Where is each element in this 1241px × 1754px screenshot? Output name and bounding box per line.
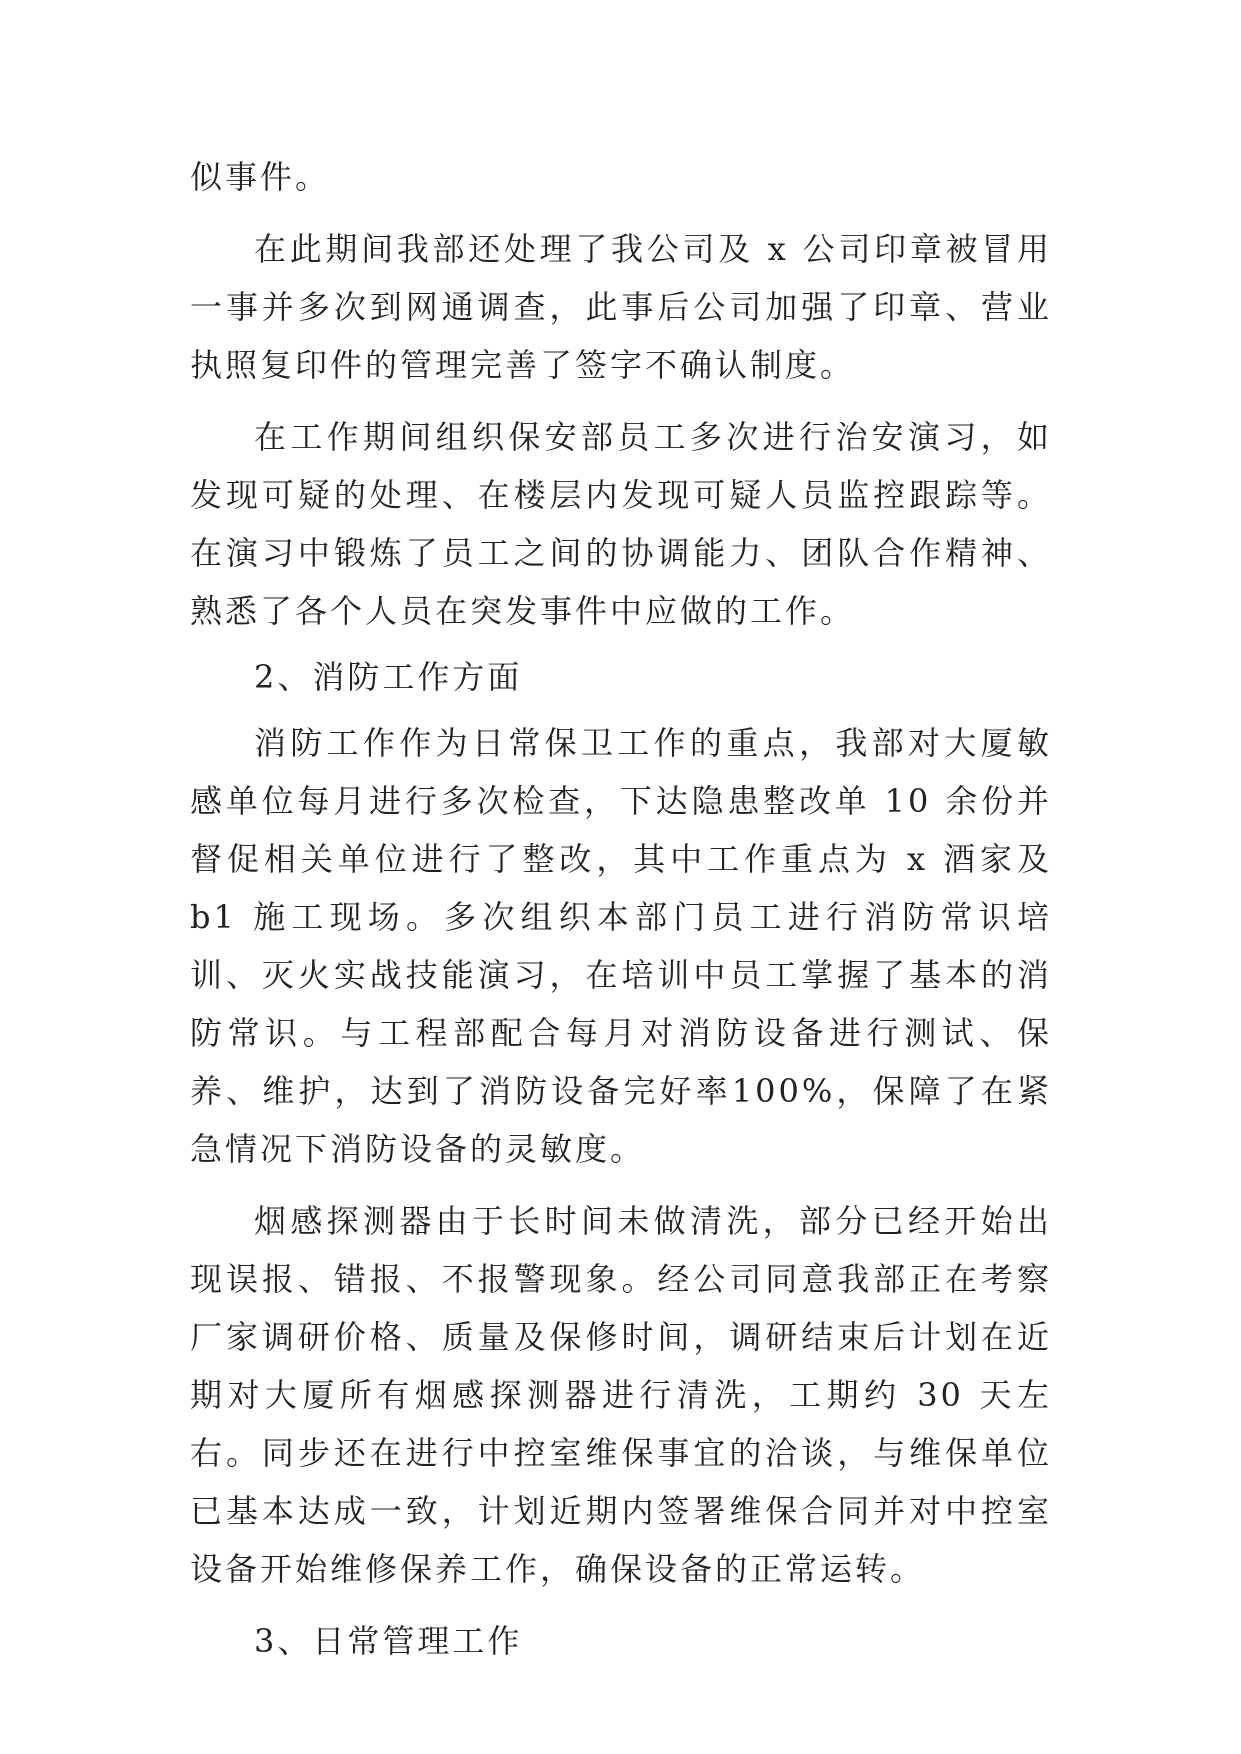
paragraph-continuation: 似事件。 [190, 158, 331, 196]
section-heading-fire-safety: 2、消防工作方面 [254, 658, 523, 696]
document-body [190, 148, 1052, 1670]
paragraph-smoke-detector: 烟感探测器由于长时间未做清洗，部分已经开始出现误报、错报、不报警现象。经公司同意我部正在考察厂家调研价格、质量及保修时间，调研结束后计划在近期对大厦所有烟感探测器进行清洗，工期约 30 天左右。同步还在进行中控室维保事宜的洽谈，与维保单位已基本达成一致，计划近期内签署维保合同并对中控室设备开始维修保养工作，确保设备的正常运转。 [190, 1202, 1052, 1588]
section-heading-daily-management: 3、日常管理工作 [254, 1622, 523, 1660]
paragraph-security-drill: 在工作期间组织保安部员工多次进行治安演习，如发现可疑的处理、在楼层内发现可疑人员监控跟踪等。在演习中锻炼了员工之间的协调能力、团队合作精神、熟悉了各个人员在突发事件中应做的工作。 [190, 418, 1052, 630]
paragraph-seal-misuse: 在此期间我部还处理了我公司及 x 公司印章被冒用一事并多次到网通调查，此事后公司加强了印章、营业执照复印件的管理完善了签字不确认制度。 [190, 230, 1052, 384]
paragraph-fire-inspection: 消防工作作为日常保卫工作的重点，我部对大厦敏感单位每月进行多次检查，下达隐患整改单 10 余份并督促相关单位进行了整改，其中工作重点为 x 酒家及 b1 施工现场。多次组织本部门员工进行消防常识培训、灭火实战技能演习，在培训中员工掌握了基本的消防常识。与工程部配合每月对消防设备进行测试、保养、维护，达到了消防设备完好率100%，保障了在紧急情况下消防设备的灵敏度。 [190, 724, 1052, 1168]
